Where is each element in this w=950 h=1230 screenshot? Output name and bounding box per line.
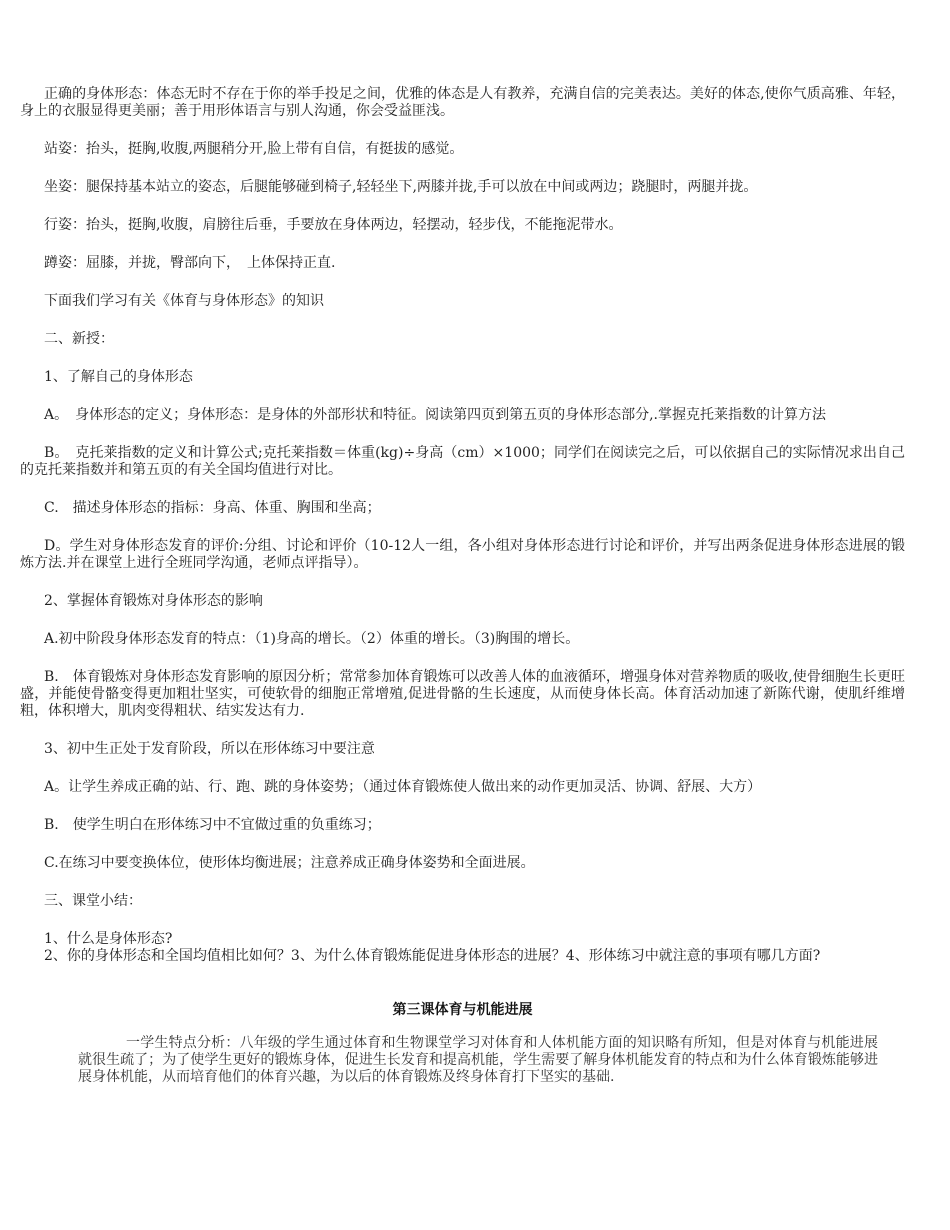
paragraph-1b: B。 克托莱指数的定义和计算公式;克托莱指数＝体重(kg)÷身高（cm）×1000；同学们在阅读完之后，可以依据自己的实际情况求出自己的克托莱指数并和第五页的有关全国均值进行对比。 [20, 445, 905, 478]
paragraph-section-3: 3、初中生正处于发育阶段，所以在形体练习中要注意 [44, 741, 375, 757]
paragraph-2a: A.初中阶段身体形态发育的特点：（1)身高的增长。（2）体重的增长。（3)胸围的增长。 [44, 631, 580, 647]
paragraph-3c: C.在练习中要变换体位，使形体均衡进展；注意养成正确身体姿势和全面进展。 [44, 855, 535, 871]
paragraph-lesson-intro: 下面我们学习有关《体育与身体形态》的知识 [44, 293, 324, 309]
paragraph-3b: B. 使学生明白在形体练习中不宜做过重的负重练习； [44, 817, 381, 833]
paragraph-1c: C. 描述身体形态的指标：身高、体重、胸围和坐高； [44, 500, 381, 516]
paragraph-squatting: 蹲姿：屈膝，并拢，臀部向下， 上体保持正直. [44, 255, 336, 271]
paragraph-1a: A。 身体形态的定义；身体形态：是身体的外部形状和特征。阅读第四页到第五页的身体形态部分,.掌握克托莱指数的计算方法 [44, 407, 827, 423]
document-page [20, 86, 905, 1086]
paragraph-body-posture: 正确的身体形态：体态无时不存在于你的举手投足之间，优雅的体态是人有教养，充满自信的完美表达。美好的体态,使你气质高雅、年轻，身上的衣服显得更美丽；善于用形体语言与别人沟通，你会受益匪浅。 [20, 86, 905, 119]
student-analysis-paragraph: 一学生特点分析：八年级的学生通过体育和生物课堂学习对体育和人体机能方面的知识略有所知，但是对体育与机能进展就很生疏了；为了使学生更好的锻炼身体，促进生长发育和提高机能，学生需要了解身体机能发育的特点和为什么体育锻炼能够进展身体机能，从而培育他们的体育兴趣，为以后的体育锻炼及终身体育打下坚实的基础. [78, 1035, 878, 1085]
paragraph-walking: 行姿：抬头，挺胸,收腹，肩膀往后垂，手要放在身体两边，轻摆动，轻步伐，不能拖泥带水。 [44, 217, 623, 233]
paragraph-questions-2-4: 2、你的身体形态和全国均值相比如何？3、为什么体育锻炼能促进身体形态的进展？4、形体练习中就注意的事项有哪几方面? [44, 948, 821, 964]
paragraph-1d: D。学生对身体形态发育的评价:分组、讨论和评价（10-12人一组，各小组对身体形态进行讨论和评价，并写出两条促进身体形态进展的锻炼方法.并在课堂上进行全班同学沟通，老师点评指导）。 [20, 538, 905, 571]
paragraph-question-1: 1、什么是身体形态? [44, 931, 173, 947]
paragraph-sitting: 坐姿：腿保持基本站立的姿态，后腿能够碰到椅子,轻轻坐下,两膝并拢,手可以放在中间或两边；跷腿时，两腿并拢。 [44, 179, 758, 195]
paragraph-2b: B. 体育锻炼对身体形态发育影响的原因分析；常常参加体育锻炼可以改善人体的血液循环，增强身体对营养物质的吸收,使骨细胞生长更旺盛，并能使骨骼变得更加粗壮坚实，可使软骨的细胞正常增殖,促进骨骼的生长速度，从而使身体长高。体育活动加速了新陈代谢，使肌纤维增粗，体积增大，肌肉变得粗状、结实发达有力. [20, 669, 905, 719]
paragraph-3a: A。让学生养成正确的站、行、跑、跳的身体姿势；（通过体育锻炼使人做出来的动作更加灵活、协调、舒展、大方） [44, 779, 762, 795]
paragraph-new-lesson: 二、新授： [44, 331, 114, 347]
paragraph-section-2: 2、掌握体育锻炼对身体形态的影响 [44, 593, 263, 609]
section-title: 第三课体育与机能进展 [392, 1002, 533, 1018]
paragraph-summary: 三、课堂小结： [44, 893, 142, 909]
paragraph-standing: 站姿：抬头，挺胸,收腹,两腿稍分开,脸上带有自信，有挺拔的感觉。 [44, 141, 464, 157]
paragraph-section-1: 1、了解自己的身体形态 [44, 369, 193, 385]
